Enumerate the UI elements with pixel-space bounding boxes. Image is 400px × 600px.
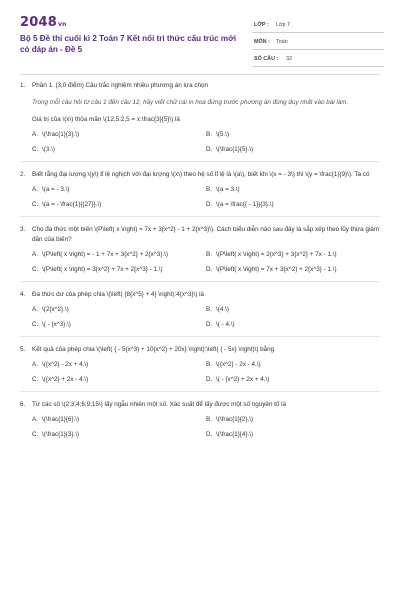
option-b[interactable] [206, 130, 380, 140]
option-text: \(P\left( x \right) = 7x + 3{x^2} + 2{x^3} - 1.\) [216, 266, 337, 273]
question-divider [20, 336, 380, 337]
exam-content [20, 80, 380, 440]
option-d[interactable] [206, 320, 380, 330]
option-text: \(4.\) [216, 306, 229, 313]
question-5 [20, 345, 380, 385]
option-text: \(a = - \frac{1}{{27}}.\) [42, 201, 102, 208]
options [32, 130, 380, 155]
option-label: D. [206, 431, 213, 438]
option-text: \(\frac{1}{2}.\) [216, 416, 254, 423]
part-instruction: Trong mỗi câu hỏi từ câu 1 đến câu 12, hãy viết chữ cái in hoa đứng trước phương án đúng duy nhất vào bài làm. [32, 99, 349, 106]
meta-row-count [252, 50, 384, 67]
option-text: \(\frac{1}{5}.\) [216, 146, 254, 153]
option-text: \(P\left( x \right) = 3{x^2} + 7x + 2{x^3} - 1.\) [42, 266, 163, 273]
logo-text: 2048 [20, 15, 57, 30]
question-text: Biết rằng đại lượng \(y\) tỉ lệ nghịch với đại lượng \(x\) theo hệ số tỉ lệ là \(a\), biết khi \(x = - 3\) thì \(y = \frac{1}{9}\). Ta có [32, 171, 370, 178]
meta-row-grade [252, 16, 384, 33]
question-text: Kết quả của phép chia \(\left( { - 5{x^3} + 10{x^2} + 20x} \right):\left( { - 5x} \right)\) bằng [32, 346, 275, 353]
options [32, 360, 380, 385]
option-label: C. [32, 266, 39, 273]
meta-value: Toán [276, 39, 288, 45]
option-label: D. [206, 376, 213, 383]
question-text: Từ các số \(2;3;4;6;9;15\) lấy ngẫu nhiên một số. Xác suất để lấy được một số nguyên tố là [32, 401, 287, 408]
exam-title: Bộ 5 Đề thi cuối kì 2 Toán 7 Kết nối tri thức cấu trúc mới có đáp án - Đề 5 [20, 34, 237, 54]
option-label: B. [206, 306, 212, 313]
header [20, 12, 384, 70]
option-b[interactable] [206, 185, 380, 195]
option-a[interactable] [32, 305, 206, 315]
option-text: \(P\left( x \right) = - 1 + 7x + 3{x^2} + 2{x^3}.\) [42, 251, 168, 258]
options [32, 250, 380, 275]
options [32, 185, 380, 210]
option-text: \({x^2} - 2x + 4.\) [42, 361, 89, 368]
option-text: \(2{x^2}.\) [42, 306, 69, 313]
meta-row-subject [252, 33, 384, 50]
question-3 [20, 225, 380, 275]
question-4 [20, 290, 380, 330]
logo-suffix: vn [57, 21, 67, 28]
question-1 [20, 81, 380, 155]
option-text: \(\frac{1}{6}.\) [42, 416, 80, 423]
option-label: A. [32, 416, 38, 423]
option-text: \(\frac{1}{3}.\) [42, 131, 80, 138]
option-label: B. [206, 416, 212, 423]
site-logo[interactable] [20, 15, 67, 30]
question-number: 5. [20, 346, 26, 353]
option-c[interactable] [32, 375, 206, 385]
option-text: \( - 4.\) [216, 321, 235, 328]
option-label: D. [206, 321, 213, 328]
option-c[interactable] [32, 145, 206, 155]
option-label: A. [32, 186, 38, 193]
option-text: \({x^2} - 2x - 4.\) [216, 361, 261, 368]
option-b[interactable] [206, 250, 380, 260]
options [32, 415, 380, 440]
option-label: D. [206, 146, 213, 153]
option-text: \(\frac{1}{3}.\) [42, 431, 80, 438]
option-c[interactable] [32, 200, 206, 210]
question-divider [20, 216, 380, 217]
option-label: B. [206, 361, 212, 368]
option-text: \(a = - 3.\) [42, 186, 70, 193]
option-d[interactable] [206, 145, 380, 155]
options [32, 305, 380, 330]
option-d[interactable] [206, 375, 380, 385]
option-text: \(a = \frac{{ - 1}}{3}.\) [216, 201, 274, 208]
option-label: A. [32, 131, 38, 138]
option-label: B. [206, 186, 212, 193]
question-number: 3. [20, 226, 26, 233]
option-label: B. [206, 131, 212, 138]
exam-meta [252, 16, 384, 67]
option-b[interactable] [206, 360, 380, 370]
option-label: C. [32, 201, 39, 208]
option-text: \({x^2} + 2x - 4.\) [42, 376, 89, 383]
header-divider [20, 74, 380, 75]
option-text: \(5.\) [216, 131, 229, 138]
option-text: \(3.\) [42, 146, 55, 153]
option-a[interactable] [32, 360, 206, 370]
option-c[interactable] [32, 265, 206, 275]
question-number: 6. [20, 401, 26, 408]
option-label: A. [32, 306, 38, 313]
question-text: Cho đa thức một biến \(P\left( x \right) = 7x + 3{x^2} - 1 + 2{x^3}\). Cách biểu diễn nào sau đây là sắp xếp theo lũy thừa giảm dần của biến? [32, 226, 380, 243]
option-label: A. [32, 251, 38, 258]
question-divider [20, 391, 380, 392]
question-number: 4. [20, 291, 26, 298]
option-c[interactable] [32, 320, 206, 330]
meta-label: SỐ CÂU : [254, 56, 279, 62]
option-label: A. [32, 361, 38, 368]
option-text: \( - {x^2} + 2x + 4.\) [216, 376, 270, 383]
option-label: C. [32, 321, 39, 328]
question-divider [20, 161, 380, 162]
option-c[interactable] [32, 430, 206, 440]
option-text: \(P\left( x \right) = 2{x^3} + 3{x^2} + 7x - 1.\) [216, 251, 337, 258]
meta-value: Lớp 7 [276, 22, 291, 28]
question-number: 2. [20, 171, 26, 178]
option-text: \(\frac{1}{4}.\) [216, 431, 254, 438]
meta-value: 32 [286, 56, 292, 62]
question-text: Đa thức dư của phép chia \(\left( {8{x^5} + 4} \right):4{x^3}\) là [32, 291, 205, 298]
option-label: D. [206, 201, 213, 208]
option-d[interactable] [206, 430, 380, 440]
option-label: B. [206, 251, 212, 258]
option-label: C. [32, 376, 39, 383]
option-d[interactable] [206, 200, 380, 210]
option-b[interactable] [206, 305, 380, 315]
option-label: C. [32, 431, 39, 438]
meta-label: MÔN : [254, 39, 270, 45]
question-text: Giá trị của \(x\) thỏa mãn \(12,5:2,5 = x:\frac{3}{5}\) là [32, 116, 180, 123]
option-text: \( - {x^3}.\) [42, 321, 71, 328]
part-title: Phần 1. (3,0 điểm) Câu trắc nghiệm nhiều phương án lựa chọn [32, 82, 209, 89]
meta-label: LỚP : [254, 22, 269, 28]
question-2 [20, 170, 380, 210]
option-label: D. [206, 266, 213, 273]
question-number: 1. [20, 82, 26, 89]
question-divider [20, 281, 380, 282]
option-a[interactable] [32, 250, 206, 260]
question-6 [20, 400, 380, 440]
option-label: C. [32, 146, 39, 153]
option-a[interactable] [32, 185, 206, 195]
option-text: \(a = 3.\) [216, 186, 240, 193]
option-a[interactable] [32, 415, 206, 425]
option-a[interactable] [32, 130, 206, 140]
option-b[interactable] [206, 415, 380, 425]
option-d[interactable] [206, 265, 380, 275]
